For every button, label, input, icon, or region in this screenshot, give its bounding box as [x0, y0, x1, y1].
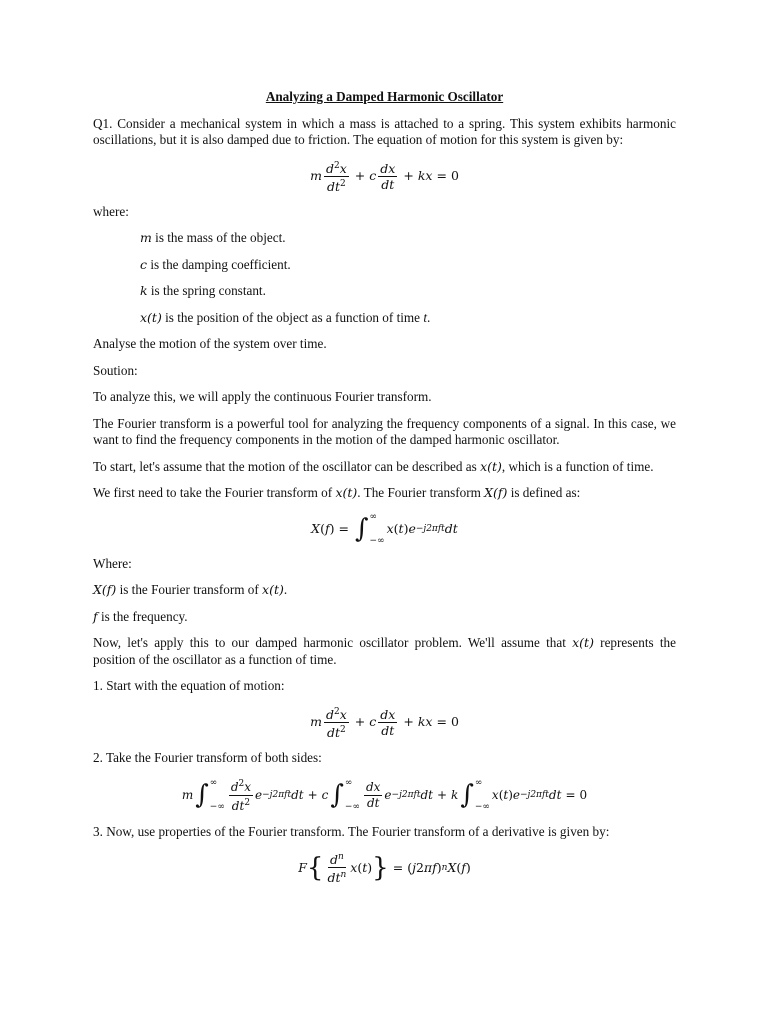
transformed-equation: m ∫ ∞ −∞ $\frac{d^2x}{dt^2}$ e −j2πft dt + c ∫ ∞ −∞ $\frac{dx}{dt}$ e −j2πft dt + k ∫ ∞ −∞ x ( t ) e −j2πft dt = 0 [181, 778, 588, 813]
fourier-paragraph: The Fourier transform is a powerful tool for analyzing the frequency components of a signal. In this case, we want to find the frequency components in the motion of the damped harmonic oscillator. [93, 415, 676, 448]
equation-of-motion: m $\frac{d^2x}{dt^2}$ + c $\frac{dx}{dt}$ + kx = 0 [310, 160, 459, 194]
assumption-paragraph: To start, let's assume that the motion of the oscillator can be described as x(t), which is a function of time. [93, 458, 654, 474]
step-3: 3. Now, use properties of the Fourier transform. The Fourier transform of a derivative is given by: [93, 823, 610, 839]
where-label: where: [93, 203, 129, 219]
analyse-paragraph: Analyse the motion of the system over time. [93, 336, 327, 352]
step-2: 2. Take the Fourier transform of both sides: [93, 750, 322, 766]
document-title: Analyzing a Damped Harmonic Oscillator [265, 89, 504, 104]
equation-of-motion-repeat: m $\frac{d^2x}{dt^2}$ + c $\frac{dx}{dt}$ + kx = 0 [310, 706, 459, 741]
intro-paragraph: To analyze this, we will apply the continuous Fourier transform. [93, 389, 432, 405]
derivative-property: F { $\frac{d^n}{dt^n}$ x ( t ) } = ( j 2 πf ) n X ( f ) [298, 852, 471, 886]
transform-intro-paragraph: We first need to take the Fourier transform of x(t). The Fourier transform X(f) is defined as: [93, 485, 581, 501]
apply-paragraph: Now, let's apply this to our damped harmonic oscillator problem. We'll assume that x(t) represents the position of the oscillator as a function of time. [93, 635, 676, 667]
definition-f: f is the frequency. [93, 608, 188, 624]
definition-Xf: X(f) is the Fourier transform of x(t). [93, 582, 288, 598]
document-page [93, 89, 676, 895]
solution-label: Soution: [93, 362, 138, 378]
where2-label: Where: [93, 555, 132, 571]
definition-c: c is the damping coefficient. [140, 256, 291, 272]
definition-k: k is the spring constant. [140, 283, 266, 299]
question-paragraph: Q1. Consider a mechanical system in which a mass is attached to a spring. This system exhibits harmonic oscillations, but it is also damped due to friction. The equation of motion for this system is given by: [93, 115, 676, 147]
fourier-transform-definition: X ( f ) = ∫ ∞ −∞ x ( t ) e −j2πft dt [311, 511, 458, 546]
definition-m: m is the mass of the object. [140, 230, 286, 246]
definition-x: x(t) is the position of the object as a function of time t. [140, 309, 431, 325]
step-1: 1. Start with the equation of motion: [93, 678, 285, 694]
